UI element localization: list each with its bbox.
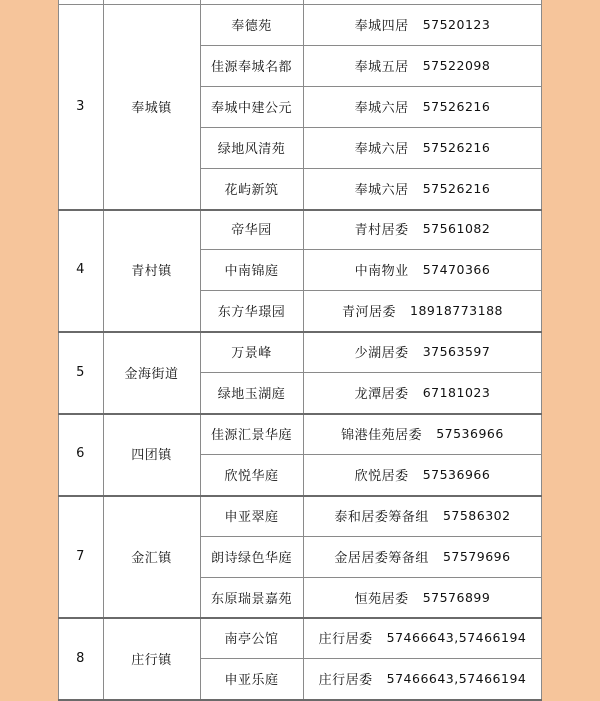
- town-name: 庄行镇: [131, 652, 172, 668]
- community-name: 花屿新筑: [224, 182, 279, 198]
- phone-number: 57470366: [422, 262, 491, 278]
- community-name: 南亭公馆: [224, 632, 279, 648]
- group-index: 4: [76, 262, 85, 278]
- phone-number: 57466643,57466194: [386, 630, 527, 646]
- town-name: 四团镇: [131, 448, 172, 464]
- contact-cell: [303, 127, 542, 168]
- committee-name: 泰和居委筹备组: [334, 509, 429, 525]
- phone-number: 57536966: [422, 466, 491, 482]
- phone-number: 57520123: [422, 16, 491, 32]
- group-index: 7: [76, 548, 85, 564]
- phone-number: 57526216: [422, 98, 491, 114]
- committee-name: 锦港佳苑居委: [341, 427, 423, 443]
- community-name: 东原瑞景嘉苑: [210, 591, 292, 607]
- group-index: 6: [76, 446, 85, 462]
- contact-cell: [303, 577, 542, 618]
- community-name: 帝华园: [231, 223, 272, 239]
- town-name: 金海街道: [124, 366, 179, 382]
- phone-number: 37563597: [422, 344, 491, 360]
- community-name: 奉德苑: [231, 18, 272, 34]
- phone-number: 57561082: [422, 221, 491, 237]
- community-name: 中南锦庭: [224, 264, 279, 280]
- contact-cell: [303, 249, 542, 290]
- contact-cell: [303, 45, 542, 86]
- committee-name: 奉城六居: [354, 100, 409, 116]
- community-name: 欣悦华庭: [224, 468, 279, 484]
- community-name: 申亚乐庭: [224, 673, 279, 689]
- committee-name: 恒苑居委: [354, 591, 409, 607]
- contact-cell: [303, 290, 542, 331]
- community-name: 佳源汇景华庭: [210, 427, 292, 443]
- committee-name: 奉城四居: [354, 18, 409, 34]
- town-name: 青村镇: [131, 264, 172, 280]
- committee-name: 青河居委: [342, 305, 397, 321]
- housing-contact-table: [58, 0, 542, 699]
- phone-number: 18918773188: [410, 303, 503, 319]
- committee-name: 庄行居委: [318, 673, 373, 689]
- contact-cell: [303, 658, 542, 699]
- phone-number: 67181023: [422, 385, 491, 401]
- contact-cell: [303, 209, 542, 250]
- community-name: 奉城中建公元: [210, 100, 292, 116]
- phone-number: 57522098: [422, 57, 491, 73]
- contact-cell: [303, 618, 542, 659]
- committee-name: 青村居委: [354, 223, 409, 239]
- contact-cell: [303, 372, 542, 413]
- committee-name: 金居居委筹备组: [334, 550, 429, 566]
- phone-number: 57526216: [422, 180, 491, 196]
- phone-number: 57466643,57466194: [386, 671, 527, 687]
- committee-name: 奉城六居: [354, 182, 409, 198]
- town-name: 奉城镇: [131, 100, 172, 116]
- phone-number: 57526216: [422, 139, 491, 155]
- phone-number: 57579696: [442, 548, 511, 564]
- committee-name: 奉城六居: [354, 141, 409, 157]
- contact-cell: [303, 536, 542, 577]
- contact-cell: [303, 168, 542, 209]
- committee-name: 庄行居委: [318, 632, 373, 648]
- committee-name: 龙潭居委: [354, 387, 409, 403]
- group-index: 8: [76, 650, 85, 666]
- town-name: 金汇镇: [131, 550, 172, 566]
- community-name: 万景峰: [231, 346, 272, 362]
- committee-name: 欣悦居委: [354, 468, 409, 484]
- group-index: 5: [76, 364, 85, 380]
- group-index: 3: [76, 98, 85, 114]
- community-name: 绿地风清苑: [217, 141, 286, 157]
- committee-name: 奉城五居: [354, 59, 409, 75]
- phone-number: 57586302: [442, 507, 511, 523]
- contact-cell: [303, 454, 542, 495]
- community-name: 朗诗绿色华庭: [210, 550, 292, 566]
- contact-cell: [303, 331, 542, 372]
- phone-number: 57536966: [436, 425, 504, 441]
- contact-cell: [303, 413, 542, 454]
- community-name: 佳源奉城名都: [210, 59, 292, 75]
- phone-number: 57576899: [422, 589, 491, 605]
- community-name: 东方华璟园: [217, 305, 286, 321]
- community-name: 绿地玉湖庭: [217, 387, 286, 403]
- community-name: 申亚翠庭: [224, 509, 279, 525]
- contact-cell: [303, 495, 542, 536]
- contact-cell: [303, 86, 542, 127]
- committee-name: 少湖居委: [354, 346, 409, 362]
- contact-cell: [303, 4, 542, 45]
- committee-name: 中南物业: [354, 264, 409, 280]
